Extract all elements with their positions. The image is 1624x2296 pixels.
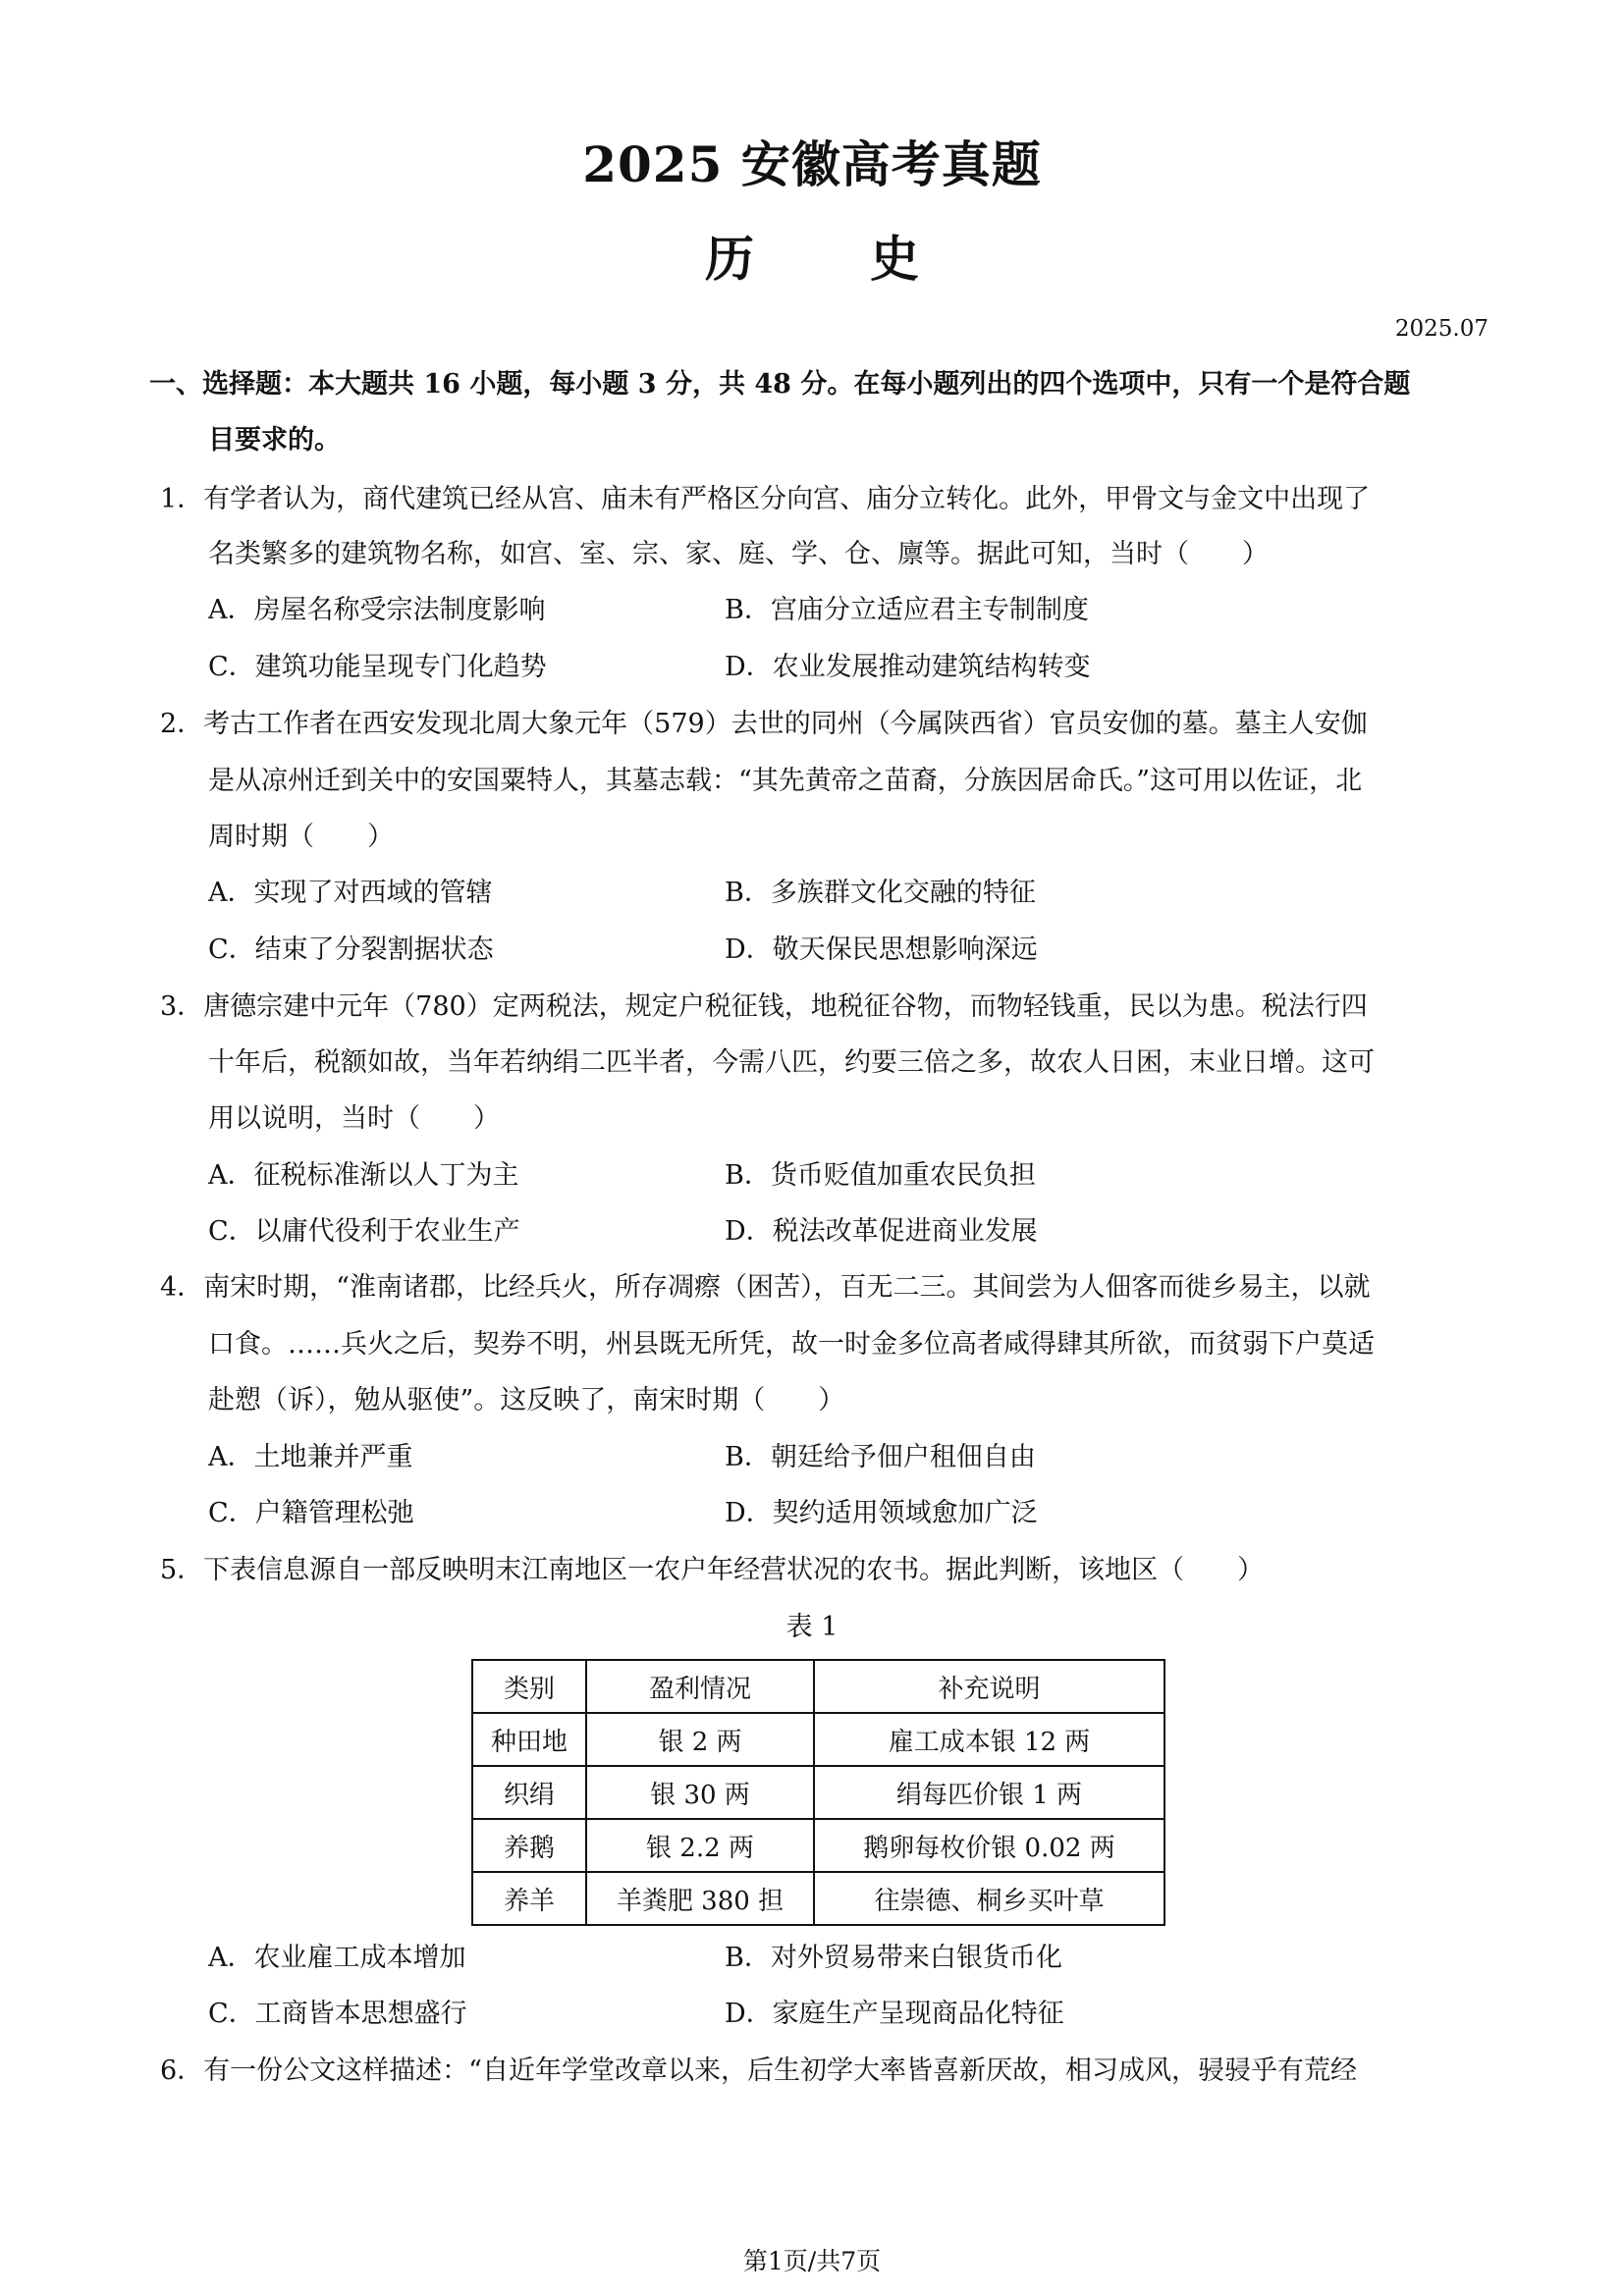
table-cell: 银 2.2 两	[586, 1819, 814, 1872]
table-cell: 羊粪肥 380 担	[586, 1872, 814, 1925]
subject-char-2: 史	[870, 230, 919, 288]
q4-option-a: A．土地兼并严重	[208, 1442, 413, 1472]
q2-option-d: D．敬天保民思想影响深远	[725, 934, 1038, 965]
subject-char-1: 历	[705, 230, 754, 288]
q3-line-2: 十年后，税额如故，当年若纳绢二匹半者，今需八匹，约要三倍之多，故农人日困，末业日增。这可	[208, 1047, 1375, 1078]
table-header-row	[472, 1660, 1164, 1713]
table-header-cell: 类别	[472, 1660, 586, 1713]
q5-option-d: D．家庭生产呈现商品化特征	[725, 1999, 1064, 2029]
data-table	[471, 1659, 1165, 1926]
q1-option-a: A．房屋名称受宗法制度影响	[208, 595, 546, 625]
table-caption: 表 1	[785, 1612, 839, 1642]
q5-option-a: A．农业雇工成本增加	[208, 1943, 466, 1973]
q6-line-1: 6．有一份公文这样描述：“自近年学堂改章以来，后生初学大率皆喜新厌故，相习成风，骎骎乎有荒经	[160, 2056, 1357, 2086]
q2-line-2: 是从凉州迁到关中的安国粟特人，其墓志载：“其先黄帝之苗裔，分族因居命氏。”这可用以佐证，北	[208, 766, 1363, 796]
q3-option-c: C．以庸代役利于农业生产	[208, 1216, 520, 1247]
q4-line-1: 4．南宋时期，“淮南诸郡，比经兵火，所存凋瘵（困苦），百无二三。其间尝为人佃客而徙乡易主，以就	[160, 1272, 1371, 1303]
section-heading-line-2: 目要求的。	[208, 425, 341, 455]
table-cell: 养鹅	[472, 1819, 586, 1872]
page-number: 第1页/共7页	[742, 2247, 882, 2275]
table-cell: 雇工成本银 12 两	[814, 1713, 1164, 1766]
q5-option-c: C．工商皆本思想盛行	[208, 1999, 467, 2029]
q2-option-b: B．多族群文化交融的特征	[725, 878, 1036, 908]
table-row	[472, 1819, 1164, 1872]
section-heading-line-1: 一、选择题：本大题共 16 小题，每小题 3 分，共 48 分。在每小题列出的四个选项中，只有一个是符合题	[149, 369, 1411, 400]
table-row	[472, 1872, 1164, 1925]
q1-option-d: D．农业发展推动建筑结构转变	[725, 652, 1091, 682]
exam-date: 2025.07	[1394, 316, 1489, 342]
table-cell: 银 30 两	[586, 1766, 814, 1819]
table-header-cell: 补充说明	[814, 1660, 1164, 1713]
q4-option-c: C．户籍管理松弛	[208, 1498, 414, 1528]
q4-option-b: B．朝廷给予佃户租佃自由	[725, 1442, 1036, 1472]
q3-line-3: 用以说明，当时（ ）	[208, 1103, 500, 1134]
q2-line-1: 2．考古工作者在西安发现北周大象元年（579）去世的同州（今属陕西省）官员安伽的墓。墓主人安伽	[160, 709, 1368, 739]
q5-line-1: 5．下表信息源自一部反映明末江南地区一农户年经营状况的农书。据此判断，该地区（ ）	[160, 1555, 1265, 1585]
q3-option-a: A．征税标准渐以人丁为主	[208, 1160, 519, 1191]
table-row	[472, 1713, 1164, 1766]
q1-line-1: 1．有学者认为，商代建筑已经从宫、庙未有严格区分向宫、庙分立转化。此外，甲骨文与金文中出现了	[160, 484, 1371, 514]
table-header-cell: 盈利情况	[586, 1660, 814, 1713]
exam-title: 2025 安徽高考真题	[582, 135, 1042, 193]
table-cell: 种田地	[472, 1713, 586, 1766]
subject-title	[0, 220, 1624, 291]
table-cell: 绢每匹价银 1 两	[814, 1766, 1164, 1819]
q4-line-2: 口食。……兵火之后，契券不明，州县既无所凭，故一时金多位高者咸得肆其所欲，而贫弱下户莫适	[208, 1329, 1375, 1360]
table-cell: 织绢	[472, 1766, 586, 1819]
q2-option-c: C．结束了分裂割据状态	[208, 934, 494, 965]
table-cell: 往崇德、桐乡买叶草	[814, 1872, 1164, 1925]
table-row	[472, 1766, 1164, 1819]
q3-line-1: 3．唐德宗建中元年（780）定两税法，规定户税征钱，地税征谷物，而物轻钱重，民以为患。税法行四	[160, 991, 1368, 1022]
q2-line-3: 周时期（ ）	[208, 822, 394, 852]
q5-option-b: B．对外贸易带来白银货币化	[725, 1943, 1062, 1973]
q2-option-a: A．实现了对西域的管辖	[208, 878, 493, 908]
q4-line-3: 赴愬（诉），勉从驱使”。这反映了，南宋时期（ ）	[208, 1385, 845, 1415]
table-cell: 鹅卵每枚价银 0.02 两	[814, 1819, 1164, 1872]
q3-option-d: D．税法改革促进商业发展	[725, 1216, 1038, 1247]
table-cell: 银 2 两	[586, 1713, 814, 1766]
q4-option-d: D．契约适用领域愈加广泛	[725, 1498, 1038, 1528]
q1-line-2: 名类繁多的建筑物名称，如宫、室、宗、家、庭、学、仓、廪等。据此可知，当时（ ）	[208, 539, 1269, 569]
q3-option-b: B．货币贬值加重农民负担	[725, 1160, 1036, 1191]
table-cell: 养羊	[472, 1872, 586, 1925]
q1-option-b: B．宫庙分立适应君主专制制度	[725, 595, 1089, 625]
q1-option-c: C．建筑功能呈现专门化趋势	[208, 652, 547, 682]
